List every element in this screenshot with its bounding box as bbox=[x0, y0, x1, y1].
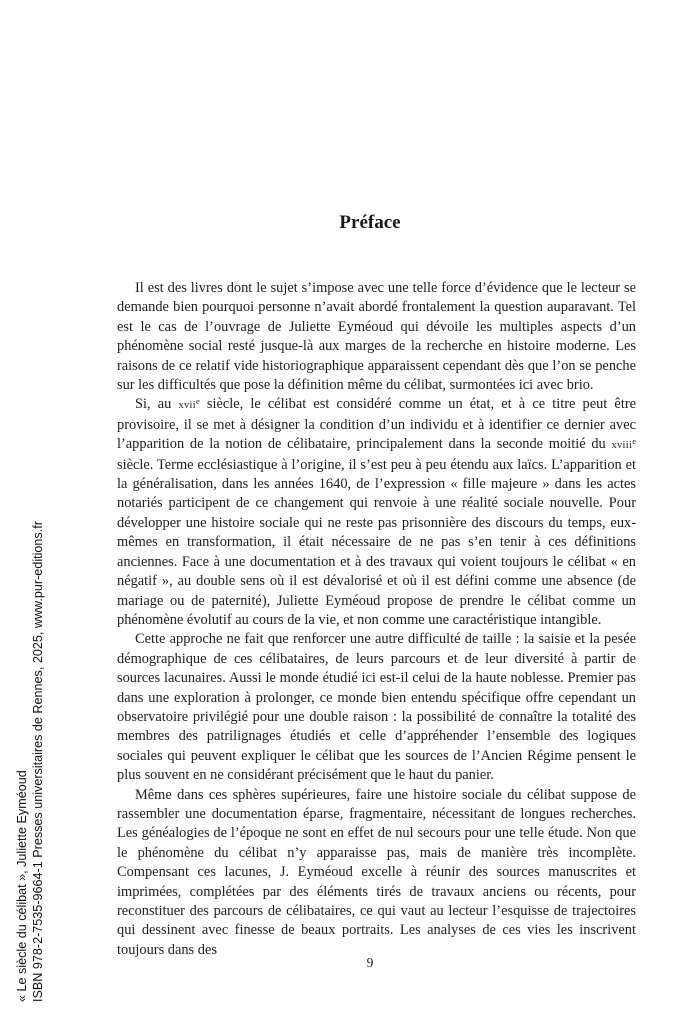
superscript: e bbox=[632, 436, 636, 447]
paragraph-2-part-a: Si, au bbox=[135, 396, 179, 413]
century-numeral: xvii bbox=[178, 400, 196, 412]
century-numeral: xviii bbox=[611, 440, 633, 452]
copyright-sidebar bbox=[15, 122, 46, 1002]
superscript: e bbox=[196, 396, 200, 407]
body-text bbox=[117, 279, 636, 960]
page-number: 9 bbox=[366, 955, 374, 970]
paragraph-2-part-b: siècle, le célibat est considéré comme un état, et à ce titre peut être provisoire, il se met à désigner la condition d’un individu et à identifier ce dernier avec l’apparition de la notion de célibataire, principalement dans la seconde moitié du bbox=[117, 396, 636, 453]
paragraph-4: Même dans ces sphères supérieures, faire une histoire sociale du célibat suppose de rassembler une documentation éparse, fragmentaire, nécessitant de longues recherches. Les généalogies de l’époque ne sont en effet de nul secours pour une telle étude. Non que le phénomène du célibat n’y apparaisse pas, mais de manière très incomplète. Compensant ces lacunes, J. Eyméoud excelle à réunir des sources manuscrites et imprimées, complétées par des éléments tirés de travaux anciens ou récents, pour reconstituer des parcours de célibataires, ce qui vaut au lecteur l’esquisse de trajectoires qui dessinent avec finesse de beaux portraits. Les analyses de ces vies les inscrivent toujours dans des bbox=[117, 786, 636, 958]
paragraph-2 bbox=[117, 395, 636, 630]
sidebar-book-citation: « Le siècle du célibat », Juliette Eyméoud bbox=[15, 770, 29, 1002]
paragraph-2-part-c: siècle. Terme ecclésiastique à l’origine, il s’est peu à peu étendu aux laïcs. L’apparition et la généralisation, dans les années 1640, de l’expression « fille majeure » dans les actes notariés participent de ce changement qui renvoie à une réalité sociale nouvelle. Pour développer une histoire sociale qui ne reste pas prisonnière des discours du temps, eux-mêmes en transformation, il était nécessaire de ne pas s’en tenir à ces définitions anciennes. Face à une documentation et à des travaux qui voient toujours le célibat « en négatif », au double sens où il est dévalorisé et où il est défini comme une absence (de mariage ou de paternité), Juliette Eyméoud propose de prendre le célibat comme un phénomène évolutif au cours de la vie, et non comme une caractéristique intangible. bbox=[117, 456, 636, 628]
sidebar-isbn-publisher: ISBN 978-2-7535-9664-1 Presses universitaires de Rennes, 2025, www.pur-editions.fr bbox=[30, 521, 45, 1002]
chapter-title: Préface bbox=[339, 212, 401, 233]
paragraph-3: Cette approche ne fait que renforcer une autre difficulté de taille : la saisie et la pesée démographique de ces célibataires, de leurs parcours et de leur diversité à partir de sources lacunaires. Aussi le monde étudié ici est-il celui de la haute noblesse. Premier pas dans une exploration à prolonger, ce monde bien entendu spécifique offre cependant un observatoire privilégié pour une double raison : la possibilité de connaître la totalité des membres des patrilignages étudiés et celle d’appréhender l’ensemble des logiques sociales qui peuvent expliquer le célibat que les sources de l’Ancien Régime pensent le plus souvent en ne considérant précisément que le haut du panier. bbox=[117, 631, 636, 784]
paragraph-1: Il est des livres dont le sujet s’impose avec une telle force d’évidence que le lecteur se demande bien pourquoi personne n’avait abordé frontalement la question auparavant. Tel est le cas de l’ouvrage de Juliette Eyméoud qui dévoile les multiples aspects d’un phénomène social resté jusque-là aux marges de la recherche en histoire moderne. Les raisons de ce relatif vide historiographique apparaissent cependant dès que l’on se penche sur les difficultés que pose la définition même du célibat, surmontées ici avec brio. bbox=[117, 280, 636, 394]
